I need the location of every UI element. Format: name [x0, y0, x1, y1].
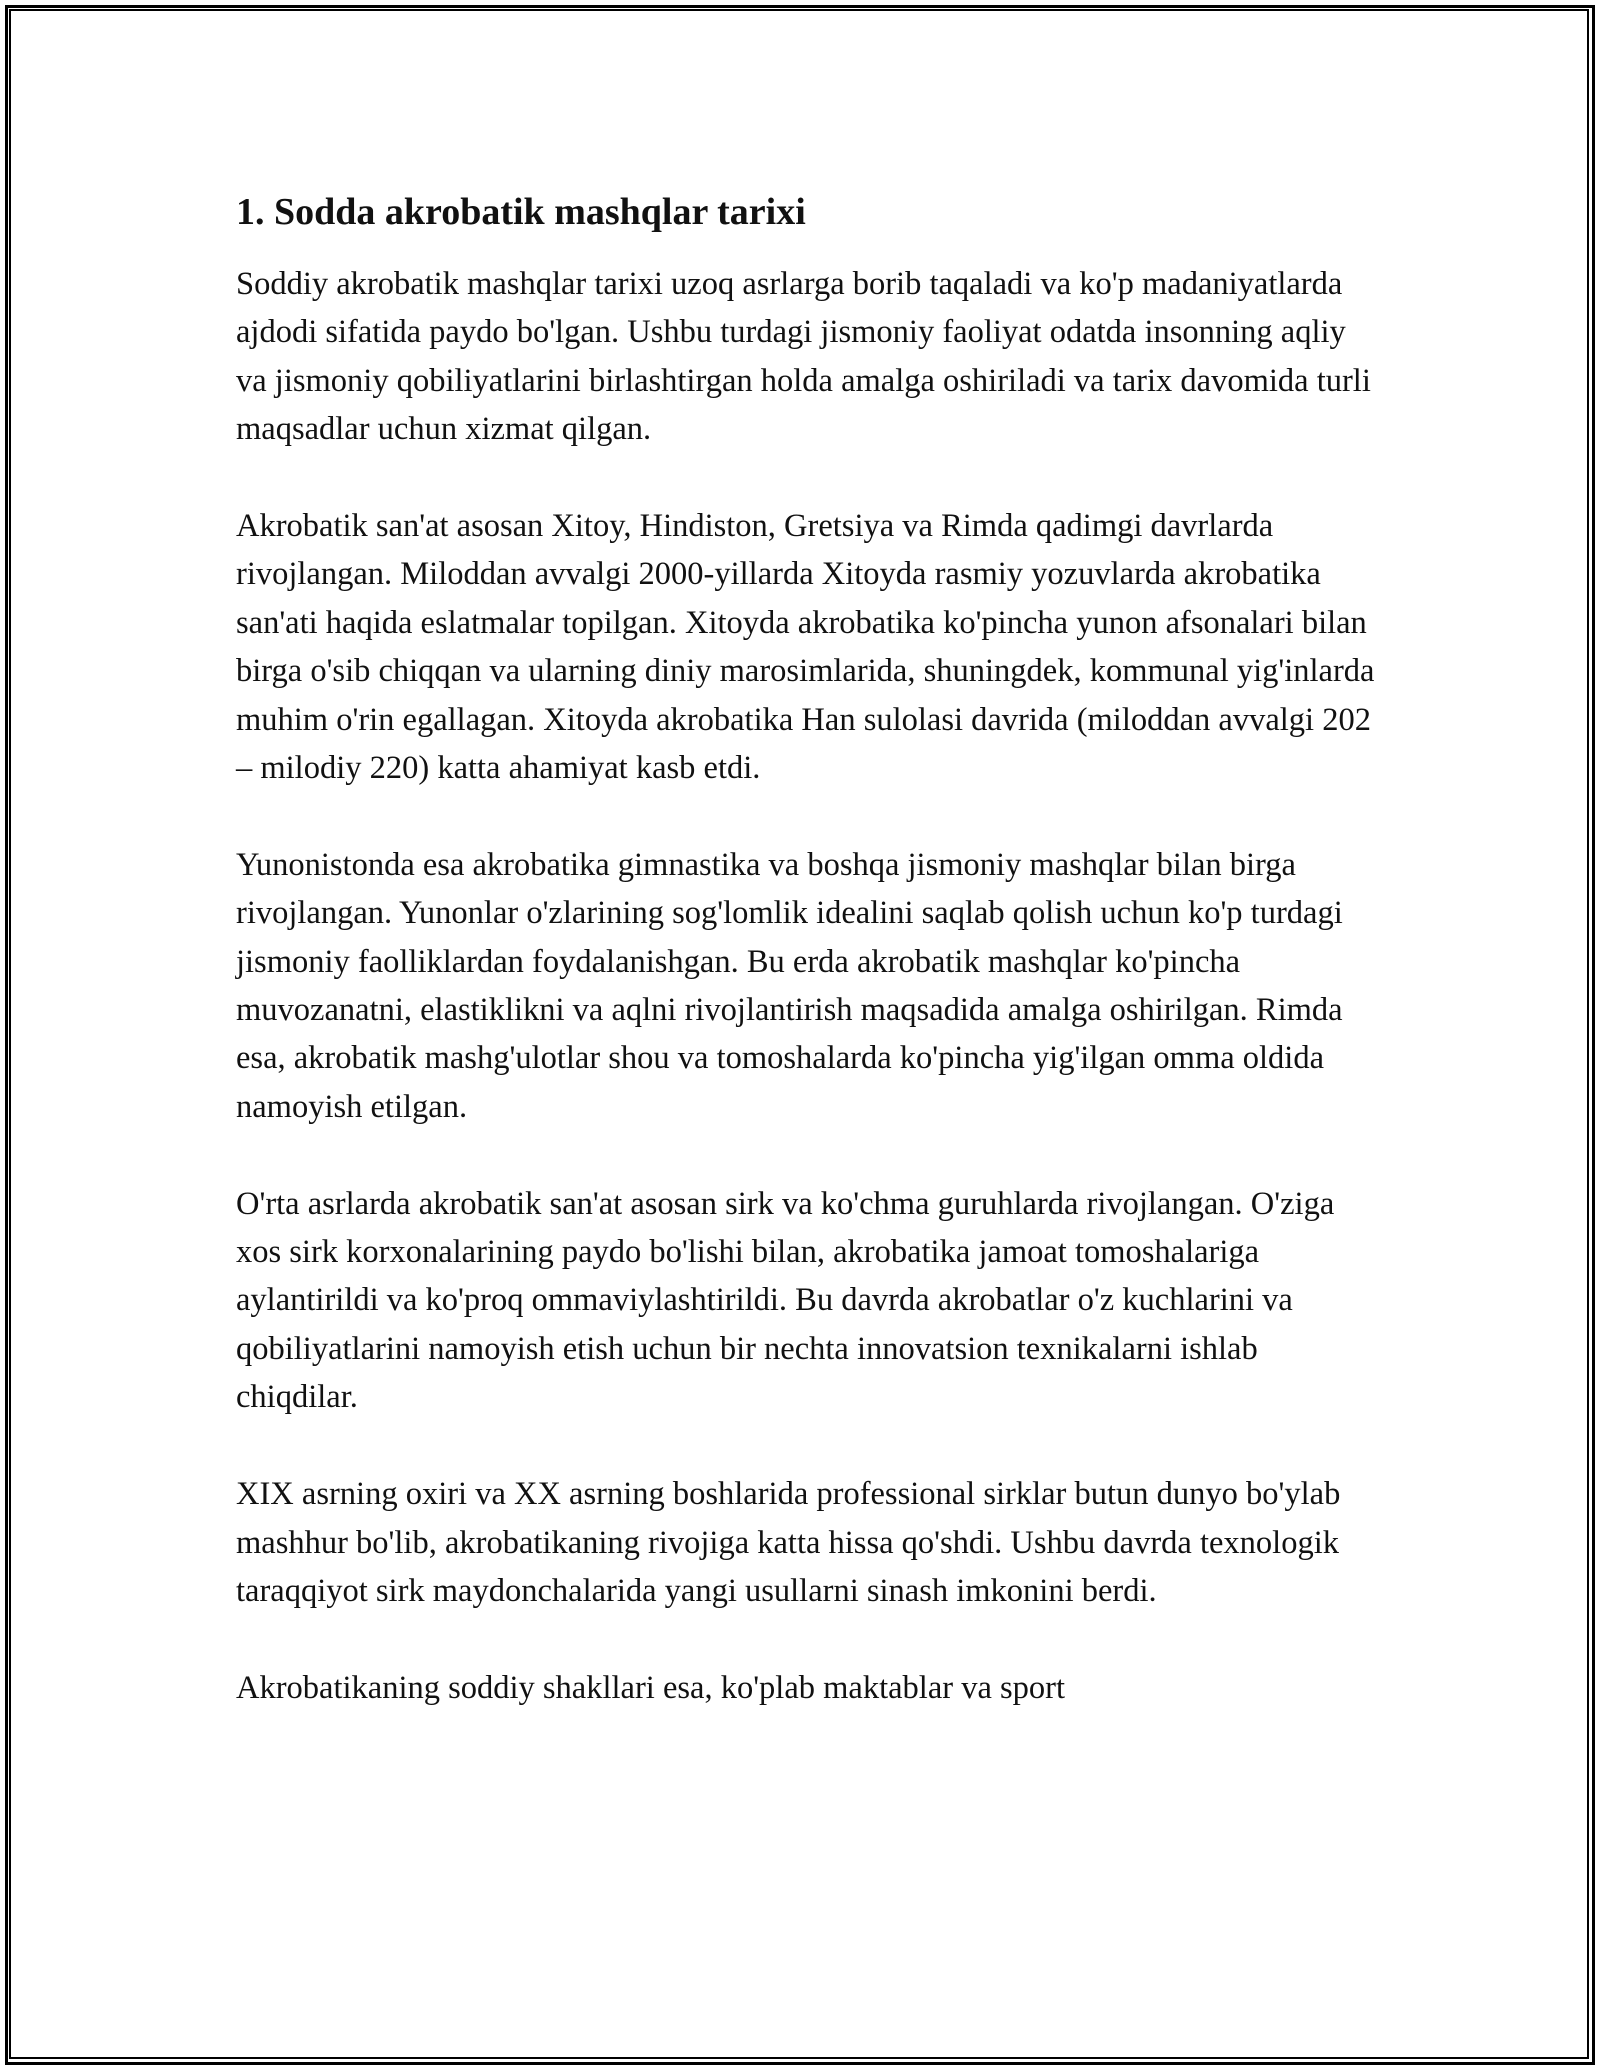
paragraph-2: Akrobatik san'at asosan Xitoy, Hindiston, Gretsiya va Rimda qadimgi davrlarda rivojlangan. Miloddan avvalgi 2000-yillarda Xitoyda rasmiy yozuvlarda akrobatika san'ati haqida eslatmalar topilgan. Xitoyda akrobatika ko'pincha yunon afsonalari bilan birga o'sib chiqqan va ularning diniy marosimlarida, shuningdek, kommunal yig'inlarda muhim o'rin egallagan. Xitoyda akrobatika Han sulolasi davrida (miloddan avvalgi 202 – milodiy 220) katta ahamiyat kasb etdi.	[236, 508, 1375, 787]
section-heading: 1. Sodda akrobatik mashqlar tarixi	[236, 191, 806, 233]
paragraph-1: Soddiy akrobatik mashqlar tarixi uzoq asrlarga borib taqaladi va ko'p madaniyatlarda ajdodi sifatida paydo bo'lgan. Ushbu turdagi jismoniy faoliyat odatda insonning aqliy va jismoniy qobiliyatlarini birlashtirgan holda amalga oshiriladi va tarix davomida turli maqsadlar uchun xizmat qilgan.	[236, 266, 1371, 448]
paragraph-5: XIX asrning oxiri va XX asrning boshlarida professional sirklar butun dunyo bo'ylab mashhur bo'lib, akrobatikaning rivojiga katta hissa qo'shdi. Ushbu davrda texnologik taraqqiyot sirk maydonchalarida yangi usullarni sinash imkonini berdi.	[236, 1476, 1341, 1609]
paragraph-4: O'rta asrlarda akrobatik san'at asosan sirk va ko'chma guruhlarda rivojlangan. O'ziga xos sirk korxonalarining paydo bo'lishi bilan, akrobatika jamoat tomoshalariga aylantirildi va ko'proq ommaviylashtirildi. Bu davrda akrobatlar o'z kuchlarini va qobiliyatlarini namoyish etish uchun bir nechta innovatsion texnikalarni ishlab chiqdilar.	[236, 1185, 1335, 1416]
paragraph-6: Akrobatikaning soddiy shakllari esa, ko'plab maktablar va sport	[236, 1669, 1065, 1706]
document-body	[236, 186, 1376, 1761]
paragraph-3: Yunonistonda esa akrobatika gimnastika va boshqa jismoniy mashqlar bilan birga rivojlangan. Yunonlar o'zlarining sog'lomlik idealini saqlab qolish uchun ko'p turdagi jismoniy faolliklardan foydalanishgan. Bu erda akrobatik mashqlar ko'pincha muvozanatni, elastiklikni va aqlni rivojlantirish maqsadida amalga oshirilgan. Rimda esa, akrobatik mashg'ulotlar shou va tomoshalarda ko'pincha yig'ilgan omma oldida namoyish etilgan.	[236, 846, 1343, 1125]
